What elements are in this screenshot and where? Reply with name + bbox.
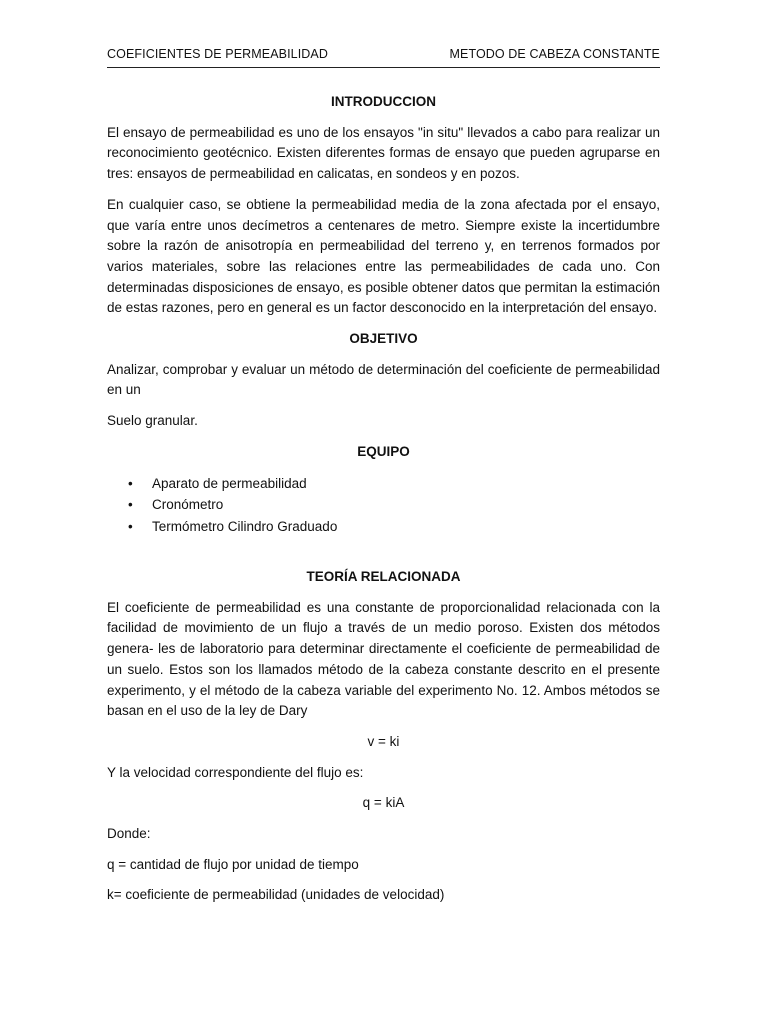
- header-right-title: METODO DE CABEZA CONSTANTE: [449, 47, 660, 61]
- bullet-icon: •: [128, 518, 133, 534]
- heading-equipo: EQUIPO: [357, 443, 410, 459]
- formula-flow: q = kiA: [362, 795, 405, 811]
- heading-objetivo: OBJETIVO: [349, 331, 418, 347]
- introduccion-paragraph-1: El ensayo de permeabilidad es uno de los ensayos "in situ" llevados a cabo para realizar un reconocimiento geotécnico. Existen diferentes formas de ensayo que pueden agruparse en tres: ensayos de permeabilidad en calicatas, en sondeos y en pozos.: [107, 124, 660, 182]
- header-left-title: COEFICIENTES DE PERMEABILIDAD: [107, 47, 328, 61]
- donde-label: Donde:: [107, 826, 151, 842]
- list-item: [128, 516, 660, 538]
- formula-velocity: v = ki: [367, 733, 400, 749]
- teoria-paragraph-1: El coeficiente de permeabilidad es una constante de proporcionalidad relacionada con la facilidad de movimiento de un flujo a través de un medio poroso. Existen dos métodos genera- les de laboratorio para determinar directamente el coeficiente de permeabilidad de un suelo. Estos son los llamados método de la cabeza constante descrito en el presente experimento, y el método de la cabeza variable del experimento No. 12. Ambos métodos se basan en el uso de la ley de Dary: [107, 599, 660, 719]
- heading-introduccion: INTRODUCCION: [331, 94, 436, 109]
- list-item-text: Aparato de permeabilidad: [152, 475, 307, 491]
- section-spacer: [107, 547, 660, 567]
- list-item-text: Termómetro Cilindro Graduado: [152, 518, 338, 534]
- introduccion-paragraph-2: En cualquier caso, se obtiene la permeabilidad media de la zona afectada por el ensayo, que varía entre unos decímetros a centenares de metro. Siempre existe la incertidumbre sobre la razón de anisotropía en permeabilidad del terreno y, en terrenos formados por varios materiales, sobre las relaciones entre las permeabilidades de cada uno. Con determinadas disposiciones de ensayo, es posible obtener datos que permitan la estimación de estas razones, pero en general es un factor desconocido en la interpretación del ensayo.: [107, 196, 660, 316]
- heading-teoria: TEORÍA RELACIONADA: [306, 569, 461, 585]
- definition-k: k= coeficiente de permeabilidad (unidades de velocidad): [107, 887, 445, 903]
- list-item-text: Cronómetro: [152, 497, 224, 513]
- equipo-list: [107, 473, 660, 538]
- document-body: [107, 92, 660, 916]
- list-item: [128, 473, 660, 495]
- list-item: [128, 494, 660, 516]
- teoria-paragraph-2: Y la velocidad correspondiente del flujo es:: [107, 764, 364, 780]
- bullet-icon: •: [128, 475, 133, 491]
- definition-q: q = cantidad de flujo por unidad de tiempo: [107, 856, 359, 872]
- page-header: [107, 45, 660, 68]
- objetivo-paragraph-1: Analizar, comprobar y evaluar un método de determinación del coeficiente de permeabilidad en un: [107, 361, 660, 398]
- objetivo-paragraph-2: Suelo granular.: [107, 413, 198, 429]
- bullet-icon: •: [128, 497, 133, 513]
